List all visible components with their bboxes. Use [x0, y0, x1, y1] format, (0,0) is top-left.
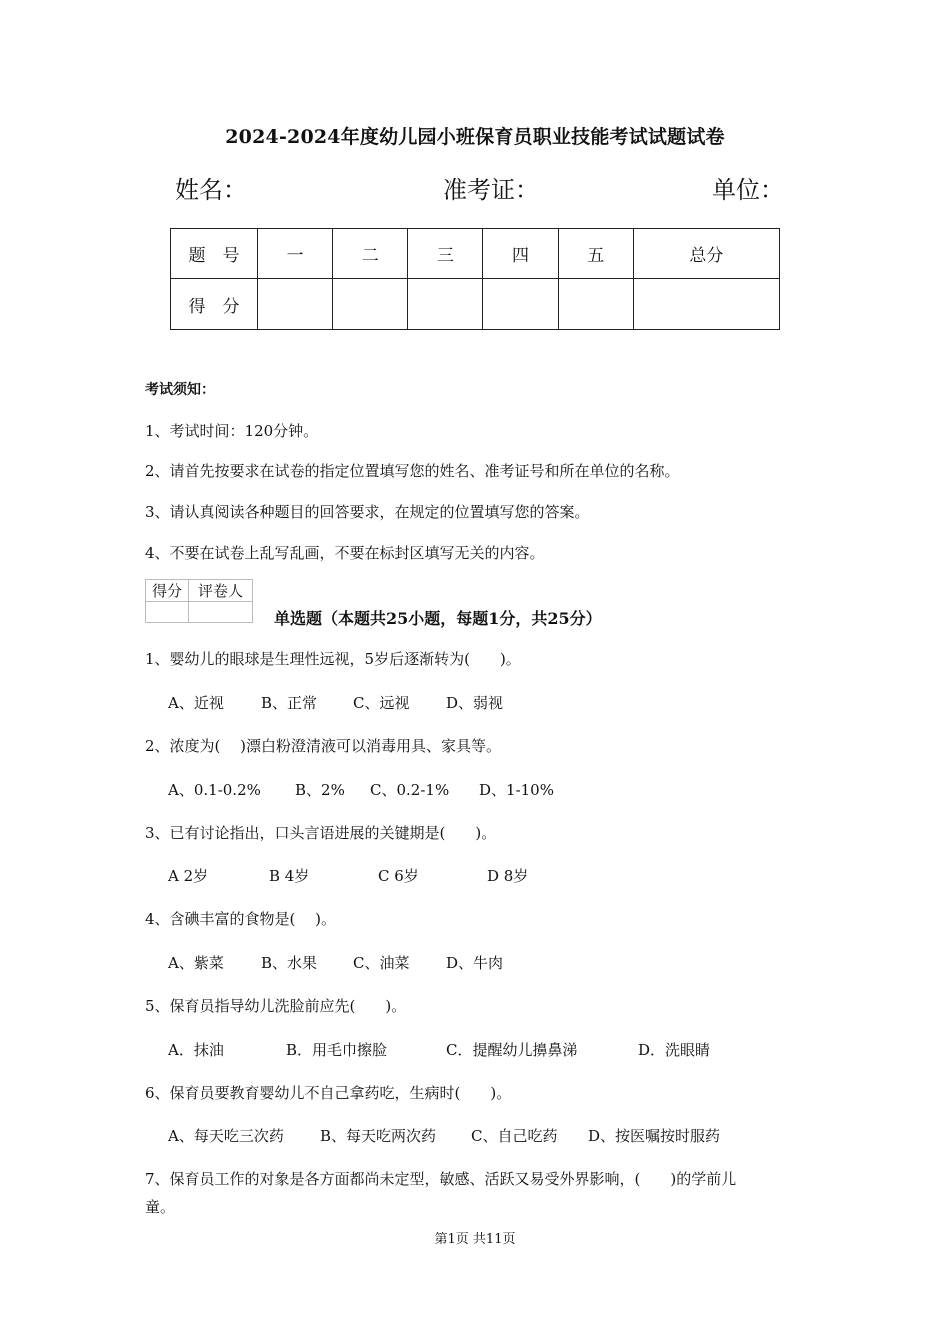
question-3: 3、已有讨论指出，口头言语进展的关键期是( )。 [145, 824, 497, 842]
score-input-cell[interactable] [558, 279, 633, 330]
option-3b: B 4岁 [269, 867, 310, 885]
option-4d: D、牛肉 [446, 954, 504, 972]
exam-id-field-label: 准考证： [443, 176, 539, 204]
option-1c: C、远视 [353, 694, 410, 712]
option-5c: C．提醒幼儿擤鼻涕 [446, 1041, 578, 1059]
option-3d: D 8岁 [487, 867, 529, 885]
score-header-cell: 三 [408, 229, 483, 279]
score-table [170, 228, 780, 330]
score-input-cell[interactable] [258, 279, 333, 330]
option-6c: C、自己吃药 [471, 1127, 558, 1145]
grader-reviewer-label: 评卷人 [189, 580, 253, 602]
score-input-cell[interactable] [483, 279, 558, 330]
question-7: 7、保育员工作的对象是各方面都尚未定型，敏感、活跃又易受外界影响，( )的学前儿 [145, 1170, 737, 1188]
option-1d: D、弱视 [446, 694, 504, 712]
option-3a: A 2岁 [168, 867, 209, 885]
question-1: 1、婴幼儿的眼球是生理性远视，5岁后逐渐转为( )。 [145, 650, 521, 668]
option-5d: D．洗眼睛 [638, 1041, 711, 1059]
option-2a: A、0.1-0.2% [168, 781, 261, 799]
question-2: 2、浓度为( )漂白粉澄清液可以消毒用具、家具等。 [145, 737, 502, 755]
score-header-cell: 一 [258, 229, 333, 279]
page-footer: 第1页 共11页 [434, 1232, 516, 1247]
grader-reviewer-cell[interactable] [189, 602, 253, 623]
name-field-label: 姓名： [175, 176, 247, 204]
option-1b: B、正常 [261, 694, 318, 712]
option-2d: D、1-10% [479, 781, 554, 799]
question-5: 5、保育员指导幼儿洗脸前应先( )。 [145, 997, 407, 1015]
score-input-cell[interactable] [333, 279, 408, 330]
option-3c: C 6岁 [378, 867, 419, 885]
score-header-cell: 题 号 [171, 229, 258, 279]
option-1a: A、近视 [168, 694, 224, 712]
score-header-cell: 五 [558, 229, 633, 279]
notice-item: 2、请首先按要求在试卷的指定位置填写您的姓名、准考证号和所在单位的名称。 [145, 462, 680, 480]
score-row-label: 得 分 [171, 279, 258, 330]
option-6d: D、按医嘱按时服药 [588, 1127, 721, 1145]
option-2b: B、2% [295, 781, 345, 799]
option-4a: A、紫菜 [168, 954, 224, 972]
score-input-cell[interactable] [408, 279, 483, 330]
question-4: 4、含碘丰富的食物是( )。 [145, 910, 337, 928]
notice-item: 4、不要在试卷上乱写乱画，不要在标封区填写无关的内容。 [145, 544, 545, 562]
option-4c: C、油菜 [353, 954, 410, 972]
score-input-cell[interactable] [633, 279, 779, 330]
option-4b: B、水果 [261, 954, 318, 972]
grader-score-cell[interactable] [146, 602, 189, 623]
section-title: 单选题（本题共25小题，每题1分，共25分） [274, 609, 602, 628]
option-6a: A、每天吃三次药 [168, 1127, 284, 1145]
grader-box [145, 579, 253, 623]
grader-score-label: 得分 [146, 580, 189, 602]
option-6b: B、每天吃两次药 [320, 1127, 437, 1145]
score-table-header-row [171, 229, 780, 279]
question-6: 6、保育员要教育婴幼儿不自己拿药吃，生病时( )。 [145, 1084, 512, 1102]
exam-title: 2024-2024年度幼儿园小班保育员职业技能考试试题试卷 [225, 126, 725, 148]
notice-item: 3、请认真阅读各种题目的回答要求，在规定的位置填写您的答案。 [145, 503, 590, 521]
unit-field-label: 单位： [712, 176, 784, 204]
question-7-continued: 童。 [145, 1198, 176, 1216]
score-header-cell: 四 [483, 229, 558, 279]
option-5b: B．用毛巾擦脸 [286, 1041, 388, 1059]
score-table-score-row [171, 279, 780, 330]
option-5a: A．抹油 [168, 1041, 224, 1059]
score-header-cell: 二 [333, 229, 408, 279]
score-header-cell: 总分 [633, 229, 779, 279]
option-2c: C、0.2-1% [370, 781, 450, 799]
notice-item: 1、考试时间：120分钟。 [145, 422, 319, 440]
notice-title: 考试须知： [145, 382, 215, 398]
